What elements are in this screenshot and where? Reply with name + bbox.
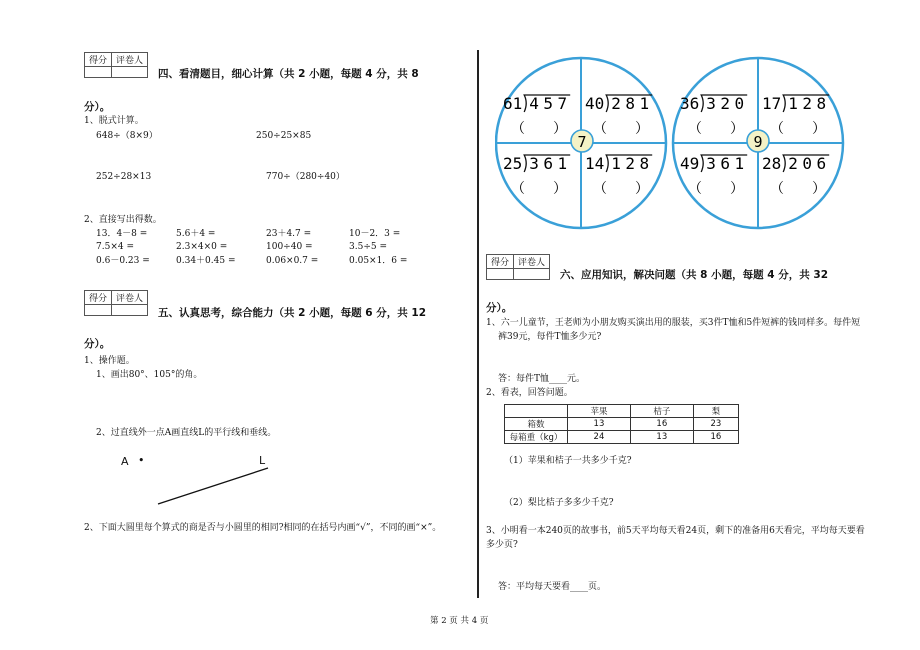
table-cell: 每箱重（kg）	[505, 431, 568, 444]
reviewer-label: 评卷人	[112, 291, 148, 305]
score-box-section6	[486, 254, 550, 280]
table-cell: 箱数	[505, 418, 568, 431]
s6-q3-line2: 多少页?	[486, 540, 518, 550]
s4-q2-item: 100÷40 =	[266, 242, 313, 252]
division-expression	[585, 94, 654, 137]
table-cell: 24	[568, 431, 631, 444]
answer-parentheses: （ ）	[593, 121, 649, 137]
s4-q2-item: 23＋4.7 =	[266, 229, 312, 239]
s4-q1-item: 770÷（280÷40）	[266, 172, 345, 182]
s4-q1-label: 1、脱式计算。	[84, 116, 144, 126]
s4-q1-item: 252÷28×13	[96, 172, 152, 182]
s4-q2-item: 0.6－0.23 =	[96, 256, 150, 266]
section6-title: 六、应用知识，解决问题（共 8 小题，每题 4 分，共 32	[560, 269, 829, 281]
division-expression	[762, 154, 831, 197]
small-circle-2-digit: 9	[753, 133, 763, 151]
division-expression	[503, 94, 572, 137]
table-cell: 苹果	[568, 405, 631, 418]
s4-q2-item: 13．4－8 =	[96, 229, 148, 239]
divisor: 40	[585, 94, 605, 113]
table-cell: 16	[630, 418, 693, 431]
section4-title-cont: 分）。	[84, 101, 111, 113]
table-header-row	[505, 405, 739, 418]
answer-parentheses: （ ）	[688, 121, 744, 137]
table-cell	[505, 405, 568, 418]
small-circle-1-digit: 7	[577, 133, 587, 151]
dividend: 128	[611, 154, 654, 173]
s4-q2-item: 5.6＋4 =	[176, 229, 216, 239]
divisor: 17	[762, 94, 782, 113]
dividend: 281	[611, 94, 654, 113]
section5-title-cont: 分）。	[84, 338, 111, 350]
table-cell: 16	[693, 431, 738, 444]
s6-q1-answer: 答：每件T恤____元。	[498, 374, 586, 384]
s4-q1-item: 250÷25×85	[256, 131, 312, 141]
s4-q2-item: 3.5÷5 =	[349, 242, 387, 252]
s6-q2-label: 2、看表，回答问题。	[486, 388, 573, 398]
s5-q2-label: 2、下面大圆里每个算式的商是否与小圆里的相同?相同的在括号内画“√”，不同的画“×”。	[84, 523, 442, 533]
s4-q2-item: 0.06×0.7 =	[266, 256, 319, 266]
divisor: 61	[503, 94, 523, 113]
answer-parentheses: （ ）	[511, 181, 567, 197]
divisor: 25	[503, 154, 523, 173]
score-label: 得分	[85, 291, 112, 305]
divisor: 36	[680, 94, 700, 113]
fruit-table	[504, 404, 739, 444]
s6-q1-line2: 裤39元，每件T恤多少元?	[498, 332, 602, 342]
answer-parentheses: （ ）	[770, 181, 826, 197]
s6-q2-sub1: （1）苹果和桔子一共多少千克?	[504, 456, 632, 466]
table-row	[505, 431, 739, 444]
divisor: 49	[680, 154, 700, 173]
s6-q1-line1: 1、六一儿童节，王老师为小朋友购买演出用的服装，买3件T恤和5件短裤的钱同样多。每件短	[486, 318, 861, 328]
reviewer-label: 评卷人	[112, 53, 148, 67]
table-row	[505, 418, 739, 431]
s5-q1-label: 1、操作题。	[84, 356, 135, 366]
table-cell: 13	[630, 431, 693, 444]
s6-q3-line1: 3、小明看一本240页的故事书，前5天平均每天看24页，剩下的准备用6天看完，平均每天要看	[486, 526, 865, 536]
s5-q1-sub2: 2、过直线外一点A画直线L的平行线和垂线。	[96, 428, 277, 438]
page-footer: 第 2 页 共 4 页	[430, 616, 489, 626]
s6-q2-sub2: （2）梨比桔子多多少千克?	[504, 498, 614, 508]
division-expression	[503, 154, 572, 197]
s5-q1-sub1: 1、画出80°、105°的角。	[96, 370, 203, 380]
column-divider	[477, 50, 479, 598]
s4-q2-item: 2.3×4×0 =	[176, 242, 228, 252]
section5-title: 五、认真思考，综合能力（共 2 小题，每题 6 分，共 12	[158, 307, 427, 319]
s4-q2-item: 7.5×4 =	[96, 242, 134, 252]
division-expression	[762, 94, 831, 137]
line-l	[150, 460, 280, 510]
circles-figure	[495, 53, 845, 233]
reviewer-label: 评卷人	[514, 255, 550, 269]
s4-q1-item: 648÷（8×9）	[96, 131, 158, 141]
answer-parentheses: （ ）	[688, 181, 744, 197]
section6-title-cont: 分）。	[486, 302, 513, 314]
point-a-label: A	[121, 455, 129, 468]
section4-title: 四、看清题目，细心计算（共 2 小题，每题 4 分，共 8	[158, 68, 419, 80]
s4-q2-label: 2、直接写出得数。	[84, 215, 162, 225]
table-cell: 桔子	[630, 405, 693, 418]
dividend: 361	[706, 154, 749, 173]
answer-parentheses: （ ）	[593, 181, 649, 197]
score-label: 得分	[85, 53, 112, 67]
s4-q2-item: 0.05×1．6 =	[349, 256, 408, 266]
point-a-dot: •	[138, 454, 145, 467]
answer-parentheses: （ ）	[511, 121, 567, 137]
dividend: 457	[529, 94, 572, 113]
big-circle-1	[496, 58, 666, 228]
score-label: 得分	[487, 255, 514, 269]
table-cell: 梨	[693, 405, 738, 418]
table-cell: 13	[568, 418, 631, 431]
score-box-section5	[84, 290, 148, 316]
big-circle-2	[673, 58, 843, 228]
division-expression	[680, 94, 749, 137]
table-cell: 23	[693, 418, 738, 431]
line-l-label: L	[259, 454, 266, 467]
dividend: 361	[529, 154, 572, 173]
divisor: 14	[585, 154, 605, 173]
answer-parentheses: （ ）	[770, 121, 826, 137]
dividend: 320	[706, 94, 749, 113]
s4-q2-item: 0.34＋0.45 =	[176, 256, 236, 266]
s4-q2-item: 10－2．3 =	[349, 229, 401, 239]
dividend: 206	[788, 154, 831, 173]
division-expression	[680, 154, 749, 197]
s6-q3-answer: 答：平均每天要看____页。	[498, 582, 607, 592]
division-expression	[585, 154, 654, 197]
divisor: 28	[762, 154, 782, 173]
dividend: 128	[788, 94, 831, 113]
score-box-section4	[84, 52, 148, 78]
